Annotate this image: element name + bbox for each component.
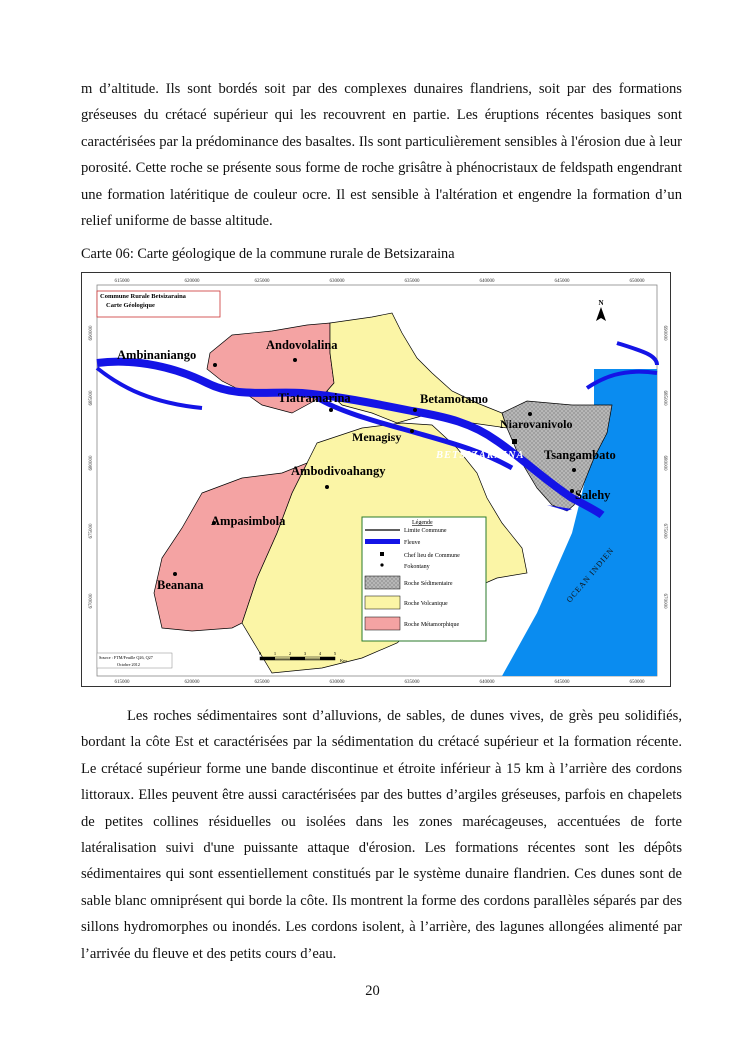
coord-bottom-8: 650000 [629, 680, 645, 685]
coord-left-5: 670000 [89, 593, 94, 609]
source-date: Octobre 2012 [117, 662, 140, 667]
place-ambodivoahangy: Ambodivoahangy [291, 464, 386, 478]
place-tsangambato: Tsangambato [544, 448, 616, 462]
legend-volcanic: Roche Volcanique [404, 601, 448, 607]
scale-tick-3: 3 [303, 651, 307, 656]
map-caption: Carte 06: Carte géologique de la commune rurale de Betsizaraina [81, 246, 455, 262]
place-ambinaniango: Ambinaniango [117, 348, 197, 362]
scale-tick-0: 0 [258, 651, 262, 656]
coord-top-7: 645000 [554, 279, 570, 284]
commune-label: BETSIZARAINA [436, 450, 525, 461]
coord-right-4: 675000 [662, 523, 667, 539]
coord-right-2: 685000 [662, 390, 667, 406]
map-subtitle: Carte Géologique [106, 302, 155, 309]
coord-bottom-2: 620000 [184, 680, 200, 685]
coord-top-2: 620000 [184, 279, 200, 284]
coord-top-1: 615000 [114, 279, 130, 284]
north-arrow-icon [596, 307, 606, 321]
place-ampasimbola: Ampasimbola [211, 514, 286, 528]
map-legend [362, 517, 486, 641]
place-salehy: Salehy [575, 488, 611, 502]
place-menagisy: Menagisy [352, 430, 402, 444]
coord-top-6: 640000 [479, 279, 495, 284]
map-title: Commune Rurale Betsizaraina [100, 293, 186, 300]
coord-right-3: 680000 [662, 455, 667, 471]
paragraph-sedimentary: Les roches sédimentaires sont d’alluvions, de sables, de dunes vives, de grès peu solidifiés, bordant la côte Est et caractérisées par la sédimentation du crétacé supérieur et la formation récente. Le crétacé supérieur forme une bande discontinue et étroite inférieur à 15 km à l’arrière des cordons littoraux. Elles peuvent être aussi caractérisées par des buttes d’argiles gréseuses, parfois en chapelets de petites collines résiduelles ou isolées dans les zones marécageuses, accentuées de forte latéralisation suivi d'une puissante attaque d'érosion. Les formations récentes sont les dépôts sédimentaires qui sont essentiellement constitués par le système dunaire flandrien. Ces dunes sont de sable blanc omniprésent qui borde la côte. Ils montrent la forme des cordons parallèles séparés par des sillons hydromorphes ou inondés. Les cordons isolent, à l’arrière, des lagunes allongées alimenté par l’arrivée du fleuve et des petits cours d’eau. [81, 708, 682, 962]
legend-river: Fleuve [404, 540, 421, 546]
coord-left-3: 680000 [89, 455, 94, 471]
coord-top-4: 630000 [329, 279, 345, 284]
coord-top-8: 650000 [629, 279, 645, 284]
coord-top-5: 635000 [404, 279, 420, 284]
place-andovolalina: Andovolalina [266, 338, 338, 352]
paragraph-intro: m d’altitude. Ils sont bordés soit par des complexes dunaires flandriens, soit par des formations gréseuses du crétacé supérieur qui les recouvrent en partie. Les éruptions récentes basiques sont caractérisées par la prédominance des basaltes. Ils sont particulièrement sensibles à l'érosion due à leur porosité. Cette roche se présente sous forme de roche grisâtre à phénocristaux de feldspath engendrant une formation latéritique de couleur ocre. Il est sensible à l'altération et engendre la formation d’un relief uniforme de basse altitude. [81, 81, 682, 230]
place-niarovanivolo: Niarovanivolo [500, 417, 573, 431]
legend-metamorphic: Roche Métamorphique [404, 622, 460, 628]
coord-top-3: 625000 [254, 279, 270, 284]
ocean-label: OCEAN INDIEN [564, 545, 616, 605]
coord-bottom-5: 635000 [404, 680, 420, 685]
place-beanana: Beanana [157, 578, 204, 592]
coord-left-2: 685000 [89, 390, 94, 406]
legend-chef-lieu: Chef lieu de Commune [404, 553, 460, 559]
coord-bottom-6: 640000 [479, 680, 495, 685]
chef-lieu-marker [512, 439, 517, 444]
north-label: N [598, 299, 604, 307]
coord-bottom-4: 630000 [329, 680, 345, 685]
scale-tick-4: 4 [318, 651, 322, 656]
legend-title: Légende [412, 520, 433, 526]
legend-limit: Limite Commune [404, 528, 447, 534]
place-betamotamo: Betamotamo [420, 392, 489, 406]
coord-right-1: 690000 [662, 325, 667, 341]
coord-bottom-7: 645000 [554, 680, 570, 685]
place-tiatramarina: Tiatramarina [278, 391, 351, 405]
source-text: Source : FTM/Feuille Q26, Q27 [99, 655, 153, 660]
scale-tick-2: 2 [288, 651, 292, 656]
scale-tick-5: 5 [333, 651, 337, 656]
coord-left-4: 675000 [89, 523, 94, 539]
legend-sedimentary: Roche Sédimentaire [404, 581, 453, 587]
coord-right-5: 670000 [662, 593, 667, 609]
scale-tick-1: 1 [273, 651, 277, 656]
coord-bottom-3: 625000 [254, 680, 270, 685]
coord-bottom-1: 615000 [114, 680, 130, 685]
scale-unit: Km [340, 658, 347, 663]
geologic-map [81, 272, 671, 687]
coord-left-1: 690000 [89, 325, 94, 341]
legend-fokontany: Fokontany [404, 564, 430, 570]
page-number: 20 [365, 983, 380, 999]
